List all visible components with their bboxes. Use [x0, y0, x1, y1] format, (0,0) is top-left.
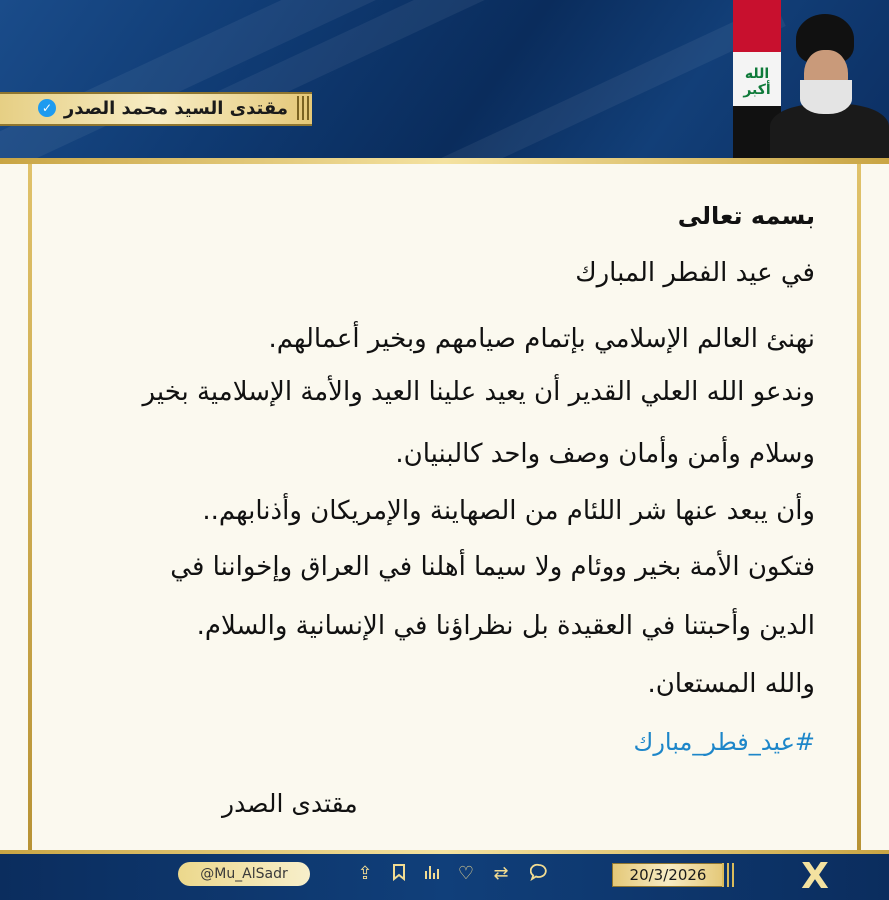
like-icon[interactable]: ♡: [457, 863, 475, 884]
header-banner: [0, 0, 889, 160]
hashtag-link[interactable]: #عيد_فطر_مبارك: [633, 728, 815, 756]
name-banner: [0, 92, 312, 126]
retweet-icon[interactable]: ⇄: [493, 863, 509, 884]
decorative-stripes: [297, 96, 309, 120]
statement-line: نهنئ العالم الإسلامي بإتمام صيامهم وبخير أعمالهم.: [268, 324, 815, 354]
statement-line: فتكون الأمة بخير ووئام ولا سيما أهلنا في العراق وإخواننا في: [170, 552, 815, 582]
stats-icon[interactable]: [421, 863, 443, 885]
decorative-stripes: [722, 863, 734, 887]
portrait-photo: [770, 8, 889, 160]
footer-bar: [0, 854, 889, 900]
statement-title: بسمه تعالى: [677, 202, 815, 230]
statement-line: والله المستعان.: [647, 669, 815, 699]
post-date: 20/3/2026: [612, 863, 724, 887]
verified-check-icon: ✓: [38, 99, 56, 117]
statement-line: في عيد الفطر المبارك: [575, 258, 815, 288]
account-handle[interactable]: @Mu_AlSadr: [178, 862, 310, 886]
share-icon[interactable]: ⇪: [357, 863, 373, 884]
reply-icon[interactable]: [528, 863, 550, 885]
statement-line: وندعو الله العلي القدير أن يعيد علينا العيد والأمة الإسلامية بخير: [142, 377, 815, 407]
statement-line: وسلام وأمن وأمان وصف واحد كالبنيان.: [395, 439, 815, 469]
statement-line: وأن يبعد عنها شر اللئام من الصهاينة والإمريكان وأذنابهم..: [202, 496, 815, 526]
statement-line: الدين وأحبتنا في العقيدة بل نظراؤنا في الإنسانية والسلام.: [196, 611, 815, 641]
bookmark-icon[interactable]: [388, 863, 410, 885]
card-border-left: [28, 164, 32, 850]
card-border-right: [857, 164, 861, 850]
account-name: مقتدى السيد محمد الصدر: [63, 98, 288, 119]
signature: مقتدى الصدر: [222, 789, 358, 818]
x-logo-icon: X: [801, 856, 829, 897]
statement-card: [0, 164, 889, 850]
flag-inscription: الله أكبر: [743, 66, 771, 98]
